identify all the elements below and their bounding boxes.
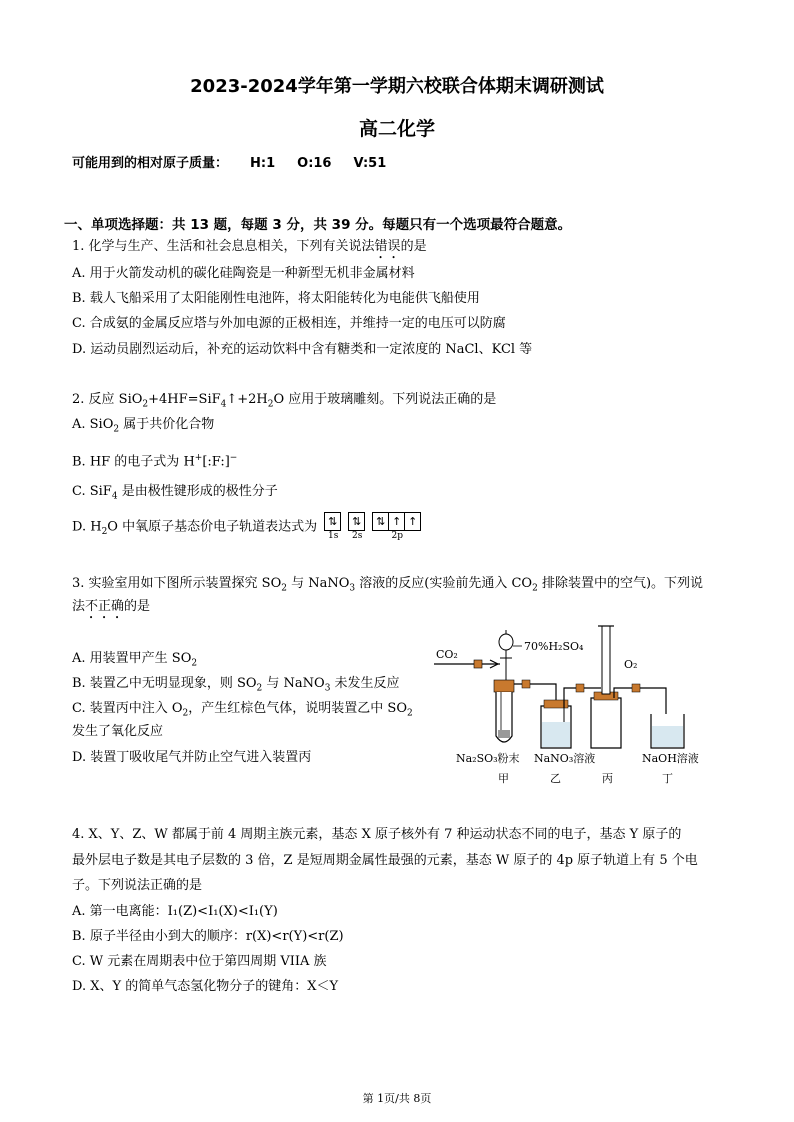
label-ding: 丁 bbox=[662, 772, 673, 785]
atomic-mass-o: O:16 bbox=[297, 156, 332, 171]
orbital-2p: ⇅ ↑ ↑ 2p bbox=[373, 512, 421, 542]
label-yi-reagent: NaNO₃溶液 bbox=[534, 752, 596, 765]
q2-option-c: C. SiF$_4$ 是由极性键形成的极性分子 bbox=[72, 484, 278, 502]
hf-electron-formula: [:F:] bbox=[202, 454, 230, 470]
label-co2: CO₂ bbox=[436, 648, 458, 661]
stopcock-icon bbox=[474, 660, 482, 668]
atomic-mass-label: 可能用到的相对原子质量： bbox=[72, 156, 229, 171]
orbital-diagram bbox=[325, 512, 429, 542]
q1-option-c: C. 合成氨的金属反应塔与外加电源的正极相连，并维持一定的电压可以防腐 bbox=[72, 316, 506, 331]
label-bing: 丙 bbox=[602, 772, 613, 785]
q1-emphasis: 错误 bbox=[374, 239, 401, 254]
q1-option-d: D. 运动员剧烈运动后，补充的运动饮料中含有糖类和一定浓度的 NaCl、KCl 等 bbox=[72, 342, 533, 357]
funnel-icon bbox=[499, 634, 513, 650]
exam-subtitle: 高二化学 bbox=[358, 118, 435, 140]
syringe-icon bbox=[602, 626, 610, 694]
section-heading: 一、单项选择题：共 13 题，每题 3 分，共 39 分。每题只有一个选项最符合题意。 bbox=[64, 217, 572, 233]
q3-option-c-cont: 发生了氧化反应 bbox=[72, 724, 164, 739]
q1-option-a: A. 用于火箭发动机的碳化硅陶瓷是一种新型无机非金属材料 bbox=[72, 266, 415, 281]
apparatus-diagram bbox=[426, 618, 726, 794]
exam-title: 2023-2024学年第一学期六校联合体期末调研测试 bbox=[190, 76, 604, 97]
page-number: 第 1页/共 8页 bbox=[362, 1092, 432, 1105]
label-acid: 70%H₂SO₄ bbox=[524, 640, 584, 653]
atomic-mass-v: V:51 bbox=[353, 156, 387, 171]
q4-stem-line1: 4. X、Y、Z、W 都属于前 4 周期主族元素，基态 X 原子核外有 7 种运动状态不同的电子，基态 Y 原子的 bbox=[72, 827, 682, 842]
q3-option-d: D. 装置丁吸收尾气并防止空气进入装置丙 bbox=[72, 750, 312, 765]
q2-stem: 2. 反应 $SiO_2+4HF=SiF_4↑+2H_2O$ 应用于玻璃雕刻。下列说法正确的是 bbox=[72, 392, 497, 410]
label-o2: O₂ bbox=[624, 658, 638, 671]
atomic-mass-line bbox=[72, 152, 408, 171]
q3-option-b: B. 装置乙中无明显现象，则 $SO_2$ 与 NaNO$_3$ 未发生反应 bbox=[72, 676, 400, 694]
bottle-bing bbox=[591, 698, 621, 748]
orbital-2s: ⇅ 2s bbox=[349, 512, 365, 542]
q2-option-b: B. HF 的电子式为 H+[:F:]− bbox=[72, 453, 238, 470]
atomic-mass-h: H:1 bbox=[250, 156, 276, 171]
q1-option-b: B. 载人飞船采用了太阳能刚性电池阵，将太阳能转化为电能供飞船使用 bbox=[72, 291, 480, 306]
q4-stem-line2: 最外层电子数是其电子层数的 3 倍，Z 是短周期金属性最强的元素，基态 W 原子的 4p 原子轨道上有 5 个电 bbox=[72, 853, 698, 868]
q3-stem-line2: 法不正确的是 bbox=[72, 599, 151, 614]
label-ding-reagent: NaOH溶液 bbox=[642, 752, 699, 765]
q3-option-a: A. 用装置甲产生 $SO_2$ bbox=[72, 651, 198, 669]
q3-option-c: C. 装置丙中注入 $O_2$，产生红棕色气体，说明装置乙中 $SO_2$ bbox=[72, 701, 413, 719]
label-yi: 乙 bbox=[550, 772, 561, 785]
q2-option-d: D. $H_2O$ 中氧原子基态价电子轨道表达式为 ⇅ 1s ⇅ 2s ⇅ ↑ ↑ 2p bbox=[72, 512, 429, 542]
label-jia-reagent: Na₂SO₃粉末 bbox=[456, 752, 520, 765]
q3-emphasis: 不正确 bbox=[85, 599, 125, 614]
q4-option-d: D. X、Y 的简单气态氢化物分子的键角：X＜Y bbox=[72, 979, 339, 994]
q4-option-b: B. 原子半径由小到大的顺序：r(X)<r(Y)<r(Z) bbox=[72, 929, 344, 944]
label-jia: 甲 bbox=[498, 772, 509, 785]
q2-option-a: A. SiO$_2$ 属于共价化合物 bbox=[72, 417, 215, 435]
q3-stem-line1: 3. 实验室用如下图所示装置探究 $SO_2$ 与 NaNO$_3$ 溶液的反应(实验前先通入 $CO_2$ 排除装置中的空气)。下列说 bbox=[72, 576, 704, 594]
q4-option-a: A. 第一电离能：I₁(Z)<I₁(X)<I₁(Y) bbox=[72, 904, 278, 919]
q1-stem: 1. 化学与生产、生活和社会息息相关，下列有关说法错误的是 bbox=[72, 239, 427, 254]
q4-option-c: C. W 元素在周期表中位于第四周期 VIIA 族 bbox=[72, 954, 327, 969]
orbital-1s: ⇅ 1s bbox=[325, 512, 341, 542]
q4-stem-line3: 子。下列说法正确的是 bbox=[72, 878, 203, 893]
